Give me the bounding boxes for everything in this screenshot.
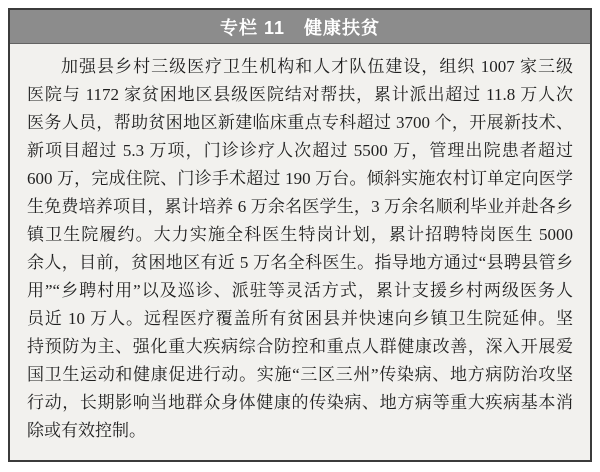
body-line: 除或有效控制。 [27, 421, 146, 440]
body-line: 行动，长期影响当地群众身体健康的传染病、地方病等重大疾病基本消 [27, 393, 573, 412]
body-line: 国卫生运动和健康促进行动。实施“三区三州”传染病、地方病防治攻坚 [27, 365, 573, 384]
column-box [8, 8, 592, 462]
column-header [10, 10, 590, 44]
body-line: 余人，目前，贫困地区有近 5 万名全科医生。指导地方通过“县聘县管乡 [27, 253, 573, 272]
body-line: 医务人员，帮助贫困地区新建临床重点专科超过 3700 个，开展新技术、 [27, 113, 573, 132]
column-title: 专栏 11 健康扶贫 [219, 17, 381, 38]
body-line: 生免费培养项目，累计培养 6 万余名医学生，3 万余名顺利毕业并赴各乡 [27, 197, 573, 216]
body-line: 医院与 1172 家贫困地区县级医院结对帮扶，累计派出超过 11.8 万人次 [27, 85, 573, 104]
body-line: 新项目超过 5.3 万项，门诊诊疗人次超过 5500 万，管理出院患者超过 [27, 141, 573, 160]
body-line: 加强县乡村三级医疗卫生机构和人才队伍建设，组织 1007 家三级 [61, 57, 573, 76]
column-body-text [10, 44, 590, 445]
body-line: 员近 10 万人。远程医疗覆盖所有贫困县并快速向乡镇卫生院延伸。坚 [27, 309, 573, 328]
body-line: 持预防为主、强化重大疾病综合防控和重点人群健康改善，深入开展爱 [27, 337, 573, 356]
body-line: 600 万，完成住院、门诊手术超过 190 万台。倾斜实施农村订单定向医学 [27, 169, 573, 188]
body-line: 镇卫生院履约。大力实施全科医生特岗计划，累计招聘特岗医生 5000 [27, 225, 573, 244]
body-line: 用”“乡聘村用”以及巡诊、派驻等灵活方式，累计支援乡村两级医务人 [27, 281, 573, 300]
